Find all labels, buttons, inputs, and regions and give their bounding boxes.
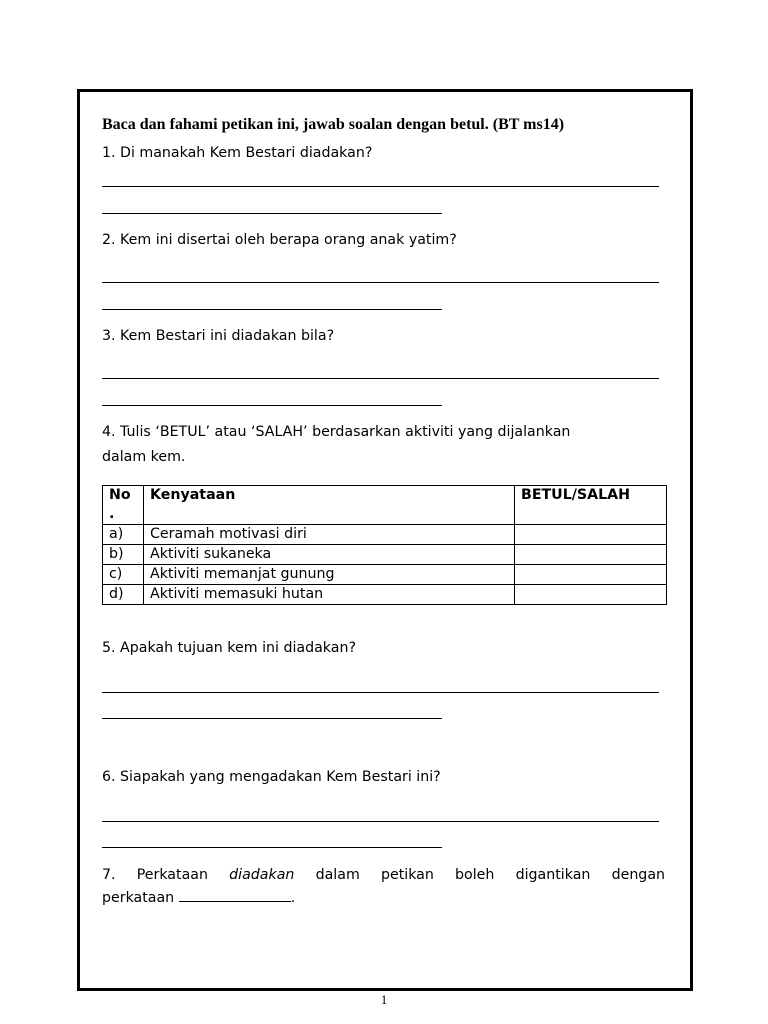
- instruction-heading: Baca dan fahami petikan ini, jawab soalan dengan betul. (BT ms14): [102, 116, 565, 133]
- header-answer: BETUL/SALAH: [515, 486, 667, 525]
- question-7-keyword: diadakan: [229, 867, 295, 883]
- row-answer-cell[interactable]: [515, 525, 667, 545]
- row-statement: Aktiviti memasuki hutan: [144, 585, 515, 605]
- header-no: No .: [103, 486, 144, 525]
- fill-in-blank[interactable]: [179, 889, 291, 902]
- row-no: b): [103, 545, 144, 565]
- question-1: 1. Di manakah Kem Bestari diadakan?: [102, 145, 373, 161]
- answer-line[interactable]: [102, 378, 659, 379]
- row-answer-cell[interactable]: [515, 585, 667, 605]
- question-7: [102, 862, 665, 888]
- question-7-text: 7. Perkataan: [102, 867, 208, 883]
- row-answer-cell[interactable]: [515, 545, 667, 565]
- table-row: [103, 565, 667, 585]
- page-number: 1: [380, 992, 388, 1007]
- answer-line[interactable]: [102, 309, 442, 310]
- row-statement: Aktiviti sukaneka: [144, 545, 515, 565]
- question-7-prefix: perkataan: [102, 890, 175, 906]
- row-statement: Ceramah motivasi diri: [144, 525, 515, 545]
- question-6: 6. Siapakah yang mengadakan Kem Bestari ini?: [102, 769, 441, 785]
- table-row: [103, 545, 667, 565]
- header-statement: Kenyataan: [144, 486, 515, 525]
- answer-line[interactable]: [102, 847, 442, 848]
- question-7-line-2: [102, 889, 295, 906]
- question-5: 5. Apakah tujuan kem ini diadakan?: [102, 640, 356, 656]
- row-statement: Aktiviti memanjat gunung: [144, 565, 515, 585]
- answer-line[interactable]: [102, 692, 659, 693]
- answer-line[interactable]: [102, 213, 442, 214]
- answer-line[interactable]: [102, 405, 442, 406]
- row-no: c): [103, 565, 144, 585]
- answer-line[interactable]: [102, 186, 659, 187]
- question-4-line-2: dalam kem.: [102, 449, 186, 465]
- question-7-suffix: .: [290, 890, 296, 906]
- answer-line[interactable]: [102, 282, 659, 283]
- table-row: [103, 585, 667, 605]
- row-no: d): [103, 585, 144, 605]
- answer-line[interactable]: [102, 718, 442, 719]
- question-2: 2. Kem ini disertai oleh berapa orang anak yatim?: [102, 232, 457, 248]
- question-7-text: dalam petikan boleh digantikan dengan: [315, 867, 665, 883]
- table-header-row: [103, 486, 667, 525]
- row-answer-cell[interactable]: [515, 565, 667, 585]
- question-4-line-1: 4. Tulis ‘BETUL’ atau ‘SALAH’ berdasarkan aktiviti yang dijalankan: [102, 424, 571, 440]
- row-no: a): [103, 525, 144, 545]
- table-row: [103, 525, 667, 545]
- question-3: 3. Kem Bestari ini diadakan bila?: [102, 328, 335, 344]
- answer-line[interactable]: [102, 821, 659, 822]
- true-false-table: [102, 485, 667, 605]
